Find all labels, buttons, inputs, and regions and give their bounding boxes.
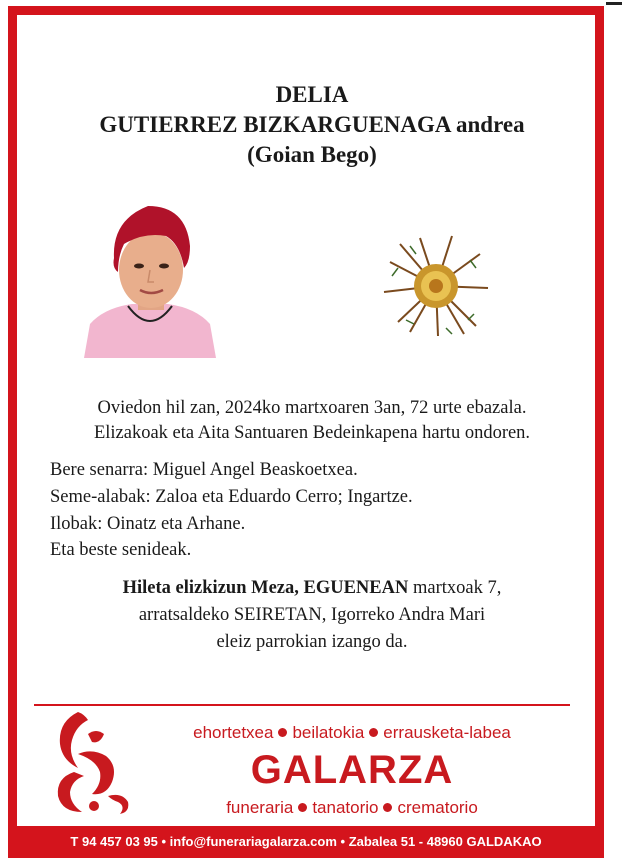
service-crematorium: errausketa-labea xyxy=(383,723,511,742)
company-name: GALARZA xyxy=(250,748,454,792)
relatives-line: Eta beste senideak. xyxy=(50,540,192,560)
funeral-date: martxoak 7, xyxy=(408,578,502,598)
bullet-icon xyxy=(383,803,392,812)
bullet-icon xyxy=(278,728,287,737)
service-funeral-home: ehortetxea xyxy=(193,723,274,742)
contact-footer: T 94 457 03 95 • info@funerariagalarza.com • Zabalea 51 - 48960 GALDAKAO xyxy=(8,826,604,858)
service-crematorio: crematorio xyxy=(397,798,478,817)
spouse-line: Bere senarra: Miguel Angel Beaskoetxea. xyxy=(50,460,358,480)
grandchildren-line: Ilobak: Oinatz eta Arhane. xyxy=(50,514,246,534)
funeral-line-3: eleiz parrokian izango da. xyxy=(216,632,408,652)
thistle-flower-icon xyxy=(380,232,492,340)
services-spanish xyxy=(140,798,564,818)
funeral-line-1 xyxy=(0,576,624,600)
divider xyxy=(34,704,570,706)
services-basque xyxy=(140,723,564,743)
sacraments-line: Elizakoak eta Aita Santuaren Bedeinkapena hartu ondoren. xyxy=(93,423,531,443)
galarza-logo-icon xyxy=(48,708,138,818)
funeral-line-2: arratsaldeko SEIRETAN, Igorreko Andra Mari xyxy=(138,605,486,625)
deceased-nickname: (Goian Bego) xyxy=(247,142,377,167)
service-tanatorio: tanatorio xyxy=(312,798,379,817)
funeral-day: Hileta elizkizun Meza, EGUENEAN xyxy=(122,578,409,598)
bullet-icon xyxy=(369,728,378,737)
deceased-full-name: GUTIERREZ BIZKARGUENAGA andrea xyxy=(99,112,525,137)
portrait-photo xyxy=(84,196,216,358)
corner-mark xyxy=(606,2,622,5)
bullet-icon xyxy=(298,803,307,812)
children-line: Seme-alabak: Zaloa eta Eduardo Cerro; Ingartze. xyxy=(50,487,413,507)
service-wake: beilatokia xyxy=(292,723,365,742)
deceased-first-name: DELIA xyxy=(275,82,349,107)
death-notice-line: Oviedon hil zan, 2024ko martxoaren 3an, 72 urte ebazala. xyxy=(97,398,527,418)
service-funeraria: funeraria xyxy=(226,798,294,817)
